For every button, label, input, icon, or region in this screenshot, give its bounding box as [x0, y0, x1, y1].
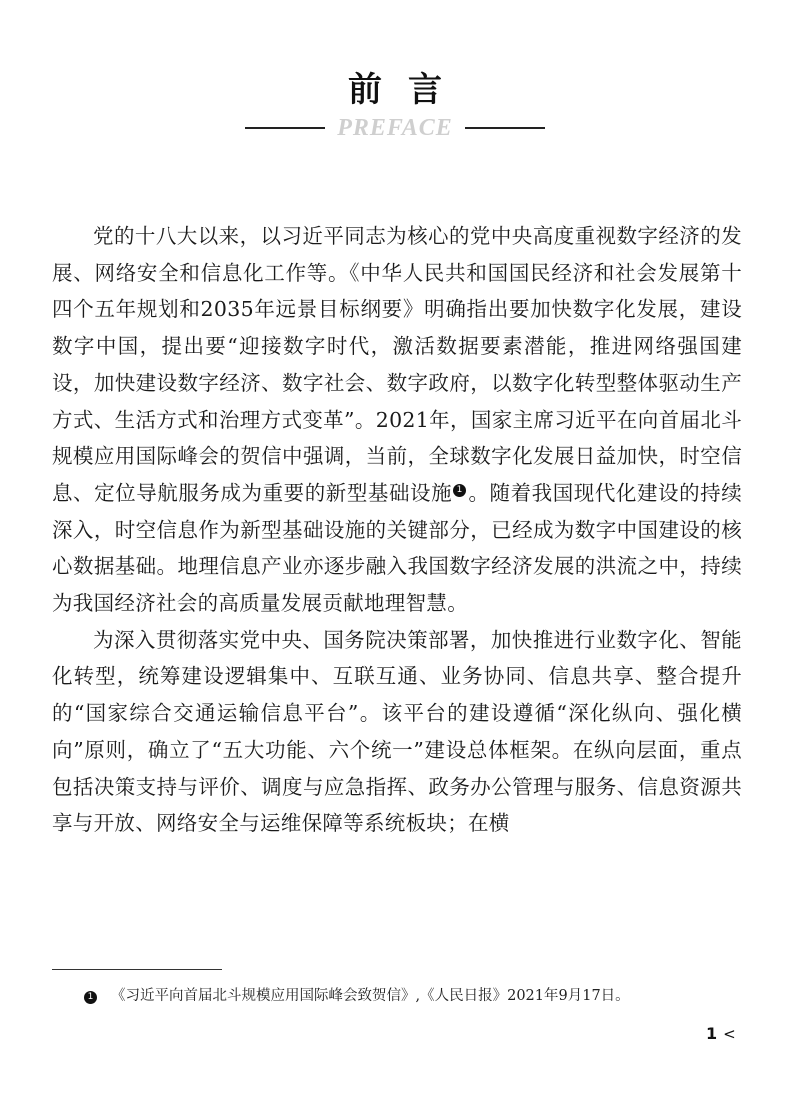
- page-title: 前言: [348, 70, 468, 110]
- page-number: [706, 1024, 736, 1044]
- footnote-reference-mark[interactable]: 1: [453, 484, 466, 497]
- subtitle-left-rule: [245, 127, 325, 129]
- footnote-text: 《习近平向首届北斗规模应用国际峰会致贺信》,《人民日报》2021年9月17日。: [111, 988, 630, 1004]
- subtitle-right-rule: [465, 127, 545, 129]
- paragraph-1-text-before-note: 党的十八大以来，以习近平同志为核心的党中央高度重视数字经济的发展、网络安全和信息化工作等。《中华人民共和国国民经济和社会发展第十四个五年规划和2035年远景目标纲要》明确指出要加快数字化发展，建设数字中国，提出要“迎接数字时代，激活数据要素潜能，推进网络强国建设，加快建设数字经济、数字社会、数字政府，以数字化转型整体驱动生产方式、生活方式和治理方式变革”。2021年，国家主席习近平在向首届北斗规模应用国际峰会的贺信中强调，当前，全球数字化发展日益加快，时空信息、定位导航服务成为重要的新型基础设施: [52, 224, 742, 505]
- subtitle-row: [0, 114, 790, 142]
- page-arrow-icon: <: [723, 1025, 736, 1043]
- page-subtitle: PREFACE: [337, 115, 453, 141]
- body-text: [52, 218, 742, 842]
- footnote: [84, 985, 744, 1007]
- paragraph-2: 为深入贯彻落实党中央、国务院决策部署，加快推进行业数字化、智能化转型，统筹建设逻辑集中、互联互通、业务协同、信息共享、整合提升的“国家综合交通运输信息平台”。该平台的建设遵循“深化纵向、强化横向”原则，确立了“五大功能、六个统一”建设总体框架。在纵向层面，重点包括决策支持与评价、调度与应急指挥、政务办公管理与服务、信息资源共享与开放、网络安全与运维保障等系统板块；在横: [52, 627, 742, 836]
- paragraph-1-text-after-note: 。随着我国现代化建设的持续深入，时空信息作为新型基础设施的关键部分，已经成为数字中国建设的核心数据基础。地理信息产业亦逐步融入我国数字经济发展的洪流之中，持续为我国经济社会的高质量发展贡献地理智慧。: [52, 480, 742, 616]
- paragraph-1: [52, 218, 742, 622]
- footnote-divider: [52, 969, 222, 970]
- page-number-value: 1: [706, 1024, 718, 1043]
- footnote-number-mark: 1: [84, 991, 97, 1004]
